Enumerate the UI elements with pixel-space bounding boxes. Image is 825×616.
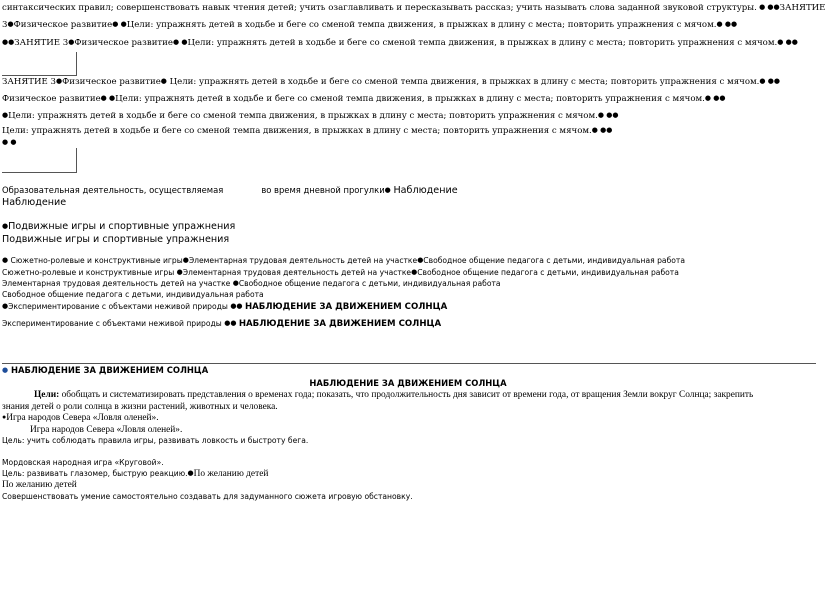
game-1-goal: Цель: учить соблюдать правила игры, развивать ловкость и быстроту бега. <box>2 436 309 445</box>
text-line-3: ●●ЗАНЯТИЕ 3●Физическое развитие● ●Цели: упражнять детей в ходьбе и беге со сменой темпа движения, в прыжках в длину с места; повторить упражнения с мячом.● ●● <box>2 38 798 48</box>
text-line-5: Физическое развитие● ●Цели: упражнять детей в ходьбе и беге со сменой темпа движения, в прыжках в длину с места; повторить упражнения с мячом.● ●● <box>2 94 726 104</box>
divider <box>2 75 77 76</box>
divider <box>76 148 77 173</box>
activity-line-3: ●Подвижные игры и спортивные упражнения <box>2 221 236 232</box>
text-line-2: 3●Физическое развитие● ●Цели: упражнять детей в ходьбе и беге со сменой темпа движения, в прыжках в длину с места; повторить упражнения с мячом.● ●● <box>2 20 738 30</box>
activity-line-4: Подвижные игры и спортивные упражнения <box>2 234 230 245</box>
text-line-7: Цели: упражнять детей в ходьбе и беге со сменой темпа движения, в прыжках в длину с места; повторить упражнения с мячом.● ●● <box>2 126 613 136</box>
types-line-5: ●Экспериментирование с объектами неживой природы ●● НАБЛЮДЕНИЕ ЗА ДВИЖЕНИЕМ СОЛНЦА <box>2 302 448 312</box>
section-header: ● НАБЛЮДЕНИЕ ЗА ДВИЖЕНИЕМ СОЛНЦА <box>2 365 209 375</box>
goal-line-1: Цели: обобщать и систематизировать представления о временах года; показать, что продолжительность дня зависит от времени года, от вращения Земли вокруг Солнца; закрепить <box>34 390 754 400</box>
wish-line: По желанию детей <box>2 480 77 490</box>
types-line-3: Элементарная трудовая деятельность детей на участке ●Свободное общение педагога с детьми, индивидуальная работа <box>2 279 501 288</box>
section-title: НАБЛЮДЕНИЕ ЗА ДВИЖЕНИЕМ СОЛНЦА <box>309 378 507 388</box>
goal-line-2: знания детей о роли солнца в жизни растений, животных и человека. <box>2 402 278 412</box>
divider <box>2 172 77 173</box>
game-1-repeat: Игра народов Севера «Ловля оленей». <box>30 425 183 435</box>
game-2-goal: Цель: развивать глазомер, быструю реакцию.●По желанию детей <box>2 469 269 479</box>
text-line-6: ●Цели: упражнять детей в ходьбе и беге со сменой темпа движения, в прыжках в длину с места; повторить упражнения с мячом.● ●● <box>2 111 619 121</box>
text-line-8: ● ● <box>2 138 17 146</box>
types-line-4: Свободное общение педагога с детьми, индивидуальная работа <box>2 290 264 299</box>
final-line: Совершенствовать умение самостоятельно создавать для задуманного сюжета игровую обстановку. <box>2 492 413 501</box>
types-line-6: Экспериментирование с объектами неживой природы ●● НАБЛЮДЕНИЕ ЗА ДВИЖЕНИЕМ СОЛНЦА <box>2 319 442 329</box>
activity-line-2: Наблюдение <box>2 197 67 208</box>
text-line-1: синтаксических правил; совершенствовать навык чтения детей; учить озаглавливать и пересказывать рассказ; учить называть слова заданной звуковой структуры. ● ●●ЗАНЯТИЕ <box>2 3 825 13</box>
types-line-2: Сюжетно-ролевые и конструктивные игры ●Элементарная трудовая деятельность детей на участке●Свободное общение педагога с детьми, индивидуальная работа <box>2 268 679 277</box>
divider <box>76 52 77 76</box>
game-1: ●Игра народов Севера «Ловля оленей». <box>2 413 159 423</box>
divider <box>2 363 816 364</box>
types-line-1: ● Сюжетно-ролевые и конструктивные игры●Элементарная трудовая деятельность детей на участке●Свободное общение педагога с детьми, индивидуальная работа <box>2 256 685 265</box>
text-line-4: ЗАНЯТИЕ 3●Физическое развитие● Цели: упражнять детей в ходьбе и беге со сменой темпа движения, в прыжках в длину с места; повторить упражнения с мячом.● ●● <box>2 77 780 87</box>
game-2: Мордовская народная игра «Круговой». <box>2 458 164 467</box>
activity-line-1: Образовательная деятельность, осуществляемая во время дневной прогулки● Наблюдение <box>2 185 458 196</box>
